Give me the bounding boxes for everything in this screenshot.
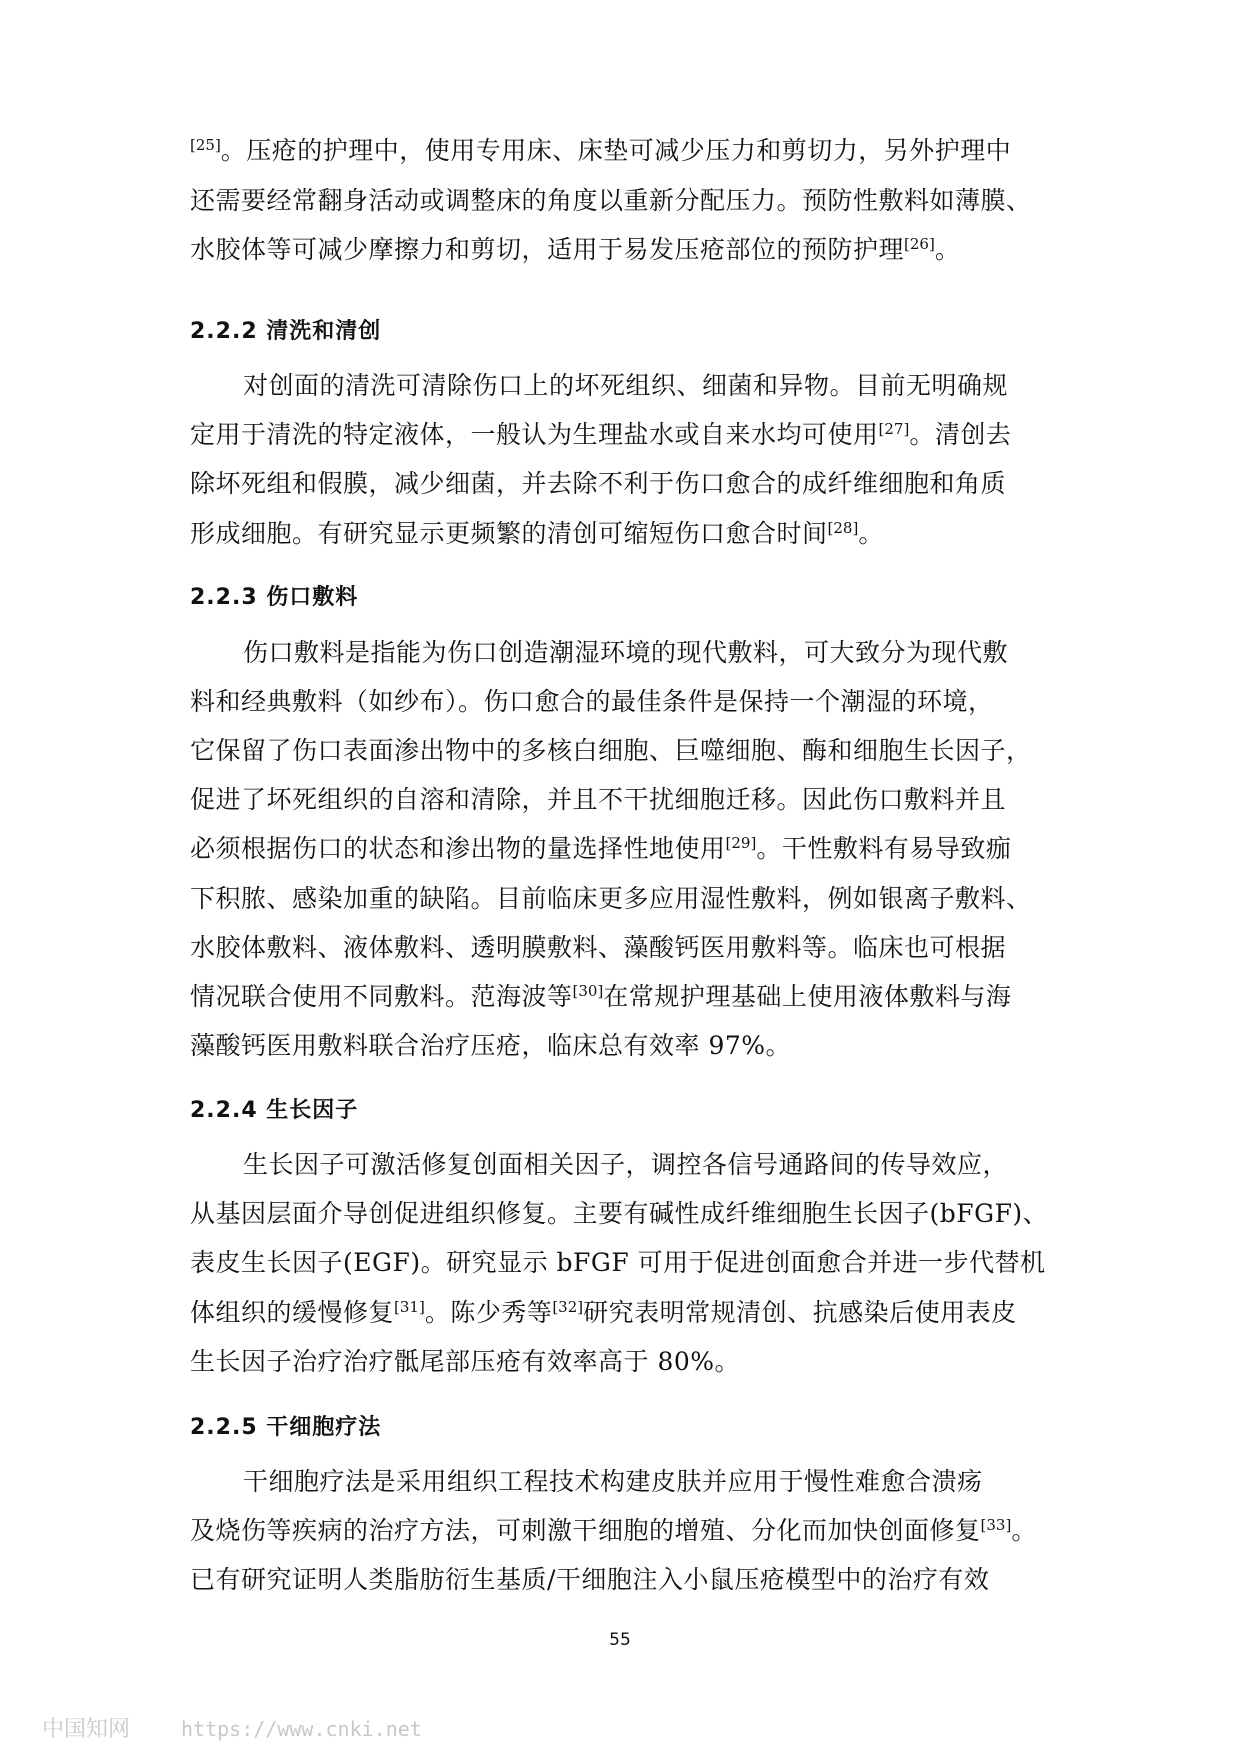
text-span: 。陈少秀等 — [424, 1298, 553, 1327]
cnki-url-link[interactable]: https://www.cnki.net — [181, 1717, 422, 1741]
text-span: 在常规护理基础上使用液体敷料与海 — [603, 982, 1012, 1011]
text-span: 研究表明常规清创、抗感染后使用表皮 — [583, 1298, 1017, 1327]
citation-ref[interactable]: [32] — [552, 1298, 584, 1316]
citation-ref[interactable]: [30] — [572, 982, 604, 1000]
page-number: 55 — [609, 1630, 631, 1650]
section-heading: 2.2.3 伤口敷料 — [190, 585, 359, 610]
text-line: 伤口敷料是指能为伤口创造潮湿环境的现代敷料，可大致分为现代敷 — [243, 638, 1009, 667]
text-line: 已有研究证明人类脂肪衍生基质/干细胞注入小鼠压疮模型中的治疗有效 — [190, 1565, 990, 1594]
text-line: 生长因子治疗治疗骶尾部压疮有效率高于 80%。 — [190, 1347, 741, 1376]
text-line — [0, 132, 1240, 170]
watermark-footer — [42, 1712, 422, 1743]
citation-ref[interactable]: [33] — [980, 1516, 1012, 1534]
text-line: 料和经典敷料（如纱布）。伤口愈合的最佳条件是保持一个潮湿的环境， — [190, 687, 994, 716]
text-span: 。 — [934, 235, 961, 264]
text-line: 促进了坏死组织的自溶和清除，并且不干扰细胞迁移。因此伤口敷料并且 — [190, 785, 1007, 814]
text-span: 必须根据伤口的状态和渗出物的量选择性地使用 — [190, 834, 726, 863]
citation-ref[interactable]: [29] — [725, 834, 757, 852]
text-span: 体组织的缓慢修复 — [190, 1298, 395, 1327]
section-heading: 2.2.2 清洗和清创 — [190, 319, 382, 344]
cnki-brand: 中国知网 — [42, 1717, 131, 1742]
text-line: 还需要经常翻身活动或调整床的角度以重新分配压力。预防性敷料如薄膜、 — [190, 186, 1032, 215]
text-line: 表皮生长因子(EGF)。研究显示 bFGF 可用于促进创面愈合并进一步代替机 — [190, 1248, 1046, 1277]
text-line — [0, 1512, 1240, 1550]
text-line: 它保留了伤口表面渗出物中的多核白细胞、巨噬细胞、酶和细胞生长因子， — [190, 736, 1032, 765]
section-heading: 2.2.5 干细胞疗法 — [190, 1415, 382, 1440]
text-span: 定用于清洗的特定液体，一般认为生理盐水或自来水均可使用 — [190, 420, 879, 449]
text-span: 。压疮的护理中，使用专用床、床垫可减少压力和剪切力，另外护理中 — [220, 136, 1012, 165]
text-span: 形成细胞。有研究显示更频繁的清创可缩短伤口愈合时间 — [190, 519, 828, 548]
text-line — [0, 416, 1240, 454]
text-span: 。 — [858, 519, 884, 548]
text-span: 。清创去 — [909, 420, 1012, 449]
text-span: 情况联合使用不同敷料。范海波等 — [190, 982, 573, 1011]
text-line — [0, 1294, 1240, 1332]
text-span: 。 — [1011, 1516, 1037, 1545]
citation-ref[interactable]: [28] — [827, 519, 859, 537]
text-line: 干细胞疗法是采用组织工程技术构建皮肤并应用于慢性难愈合溃疡 — [243, 1467, 983, 1496]
text-line — [0, 231, 1240, 269]
text-line: 从基因层面介导创促进组织修复。主要有碱性成纤维细胞生长因子(bFGF)、 — [190, 1199, 1049, 1228]
text-line: 对创面的清洗可清除伤口上的坏死组织、细菌和异物。目前无明确规 — [243, 371, 1009, 400]
citation-ref[interactable]: [25] — [190, 136, 221, 154]
text-span: 水胶体等可减少摩擦力和剪切，适用于易发压疮部位的预防护理 — [190, 235, 905, 264]
text-span: 。干性敷料有易导致痂 — [756, 834, 1012, 863]
text-line: 水胶体敷料、液体敷料、透明膜敷料、藻酸钙医用敷料等。临床也可根据 — [190, 933, 1007, 962]
text-line: 藻酸钙医用敷料联合治疗压疮，临床总有效率 97%。 — [190, 1031, 792, 1060]
text-span: 及烧伤等疾病的治疗方法，可刺激干细胞的增殖、分化而加快创面修复 — [190, 1516, 981, 1545]
citation-ref[interactable]: [26] — [904, 235, 935, 253]
citation-ref[interactable]: [27] — [878, 420, 910, 438]
text-line — [0, 830, 1240, 868]
text-line — [0, 515, 1240, 553]
text-line: 除坏死组和假膜，减少细菌，并去除不利于伤口愈合的成纤维细胞和角质 — [190, 469, 1007, 498]
text-line: 生长因子可激活修复创面相关因子，调控各信号通路间的传导效应， — [243, 1150, 1009, 1179]
section-heading: 2.2.4 生长因子 — [190, 1098, 359, 1123]
citation-ref[interactable]: [31] — [394, 1298, 425, 1316]
text-line — [0, 978, 1240, 1016]
text-line: 下积脓、感染加重的缺陷。目前临床更多应用湿性敷料，例如银离子敷料、 — [190, 884, 1032, 913]
